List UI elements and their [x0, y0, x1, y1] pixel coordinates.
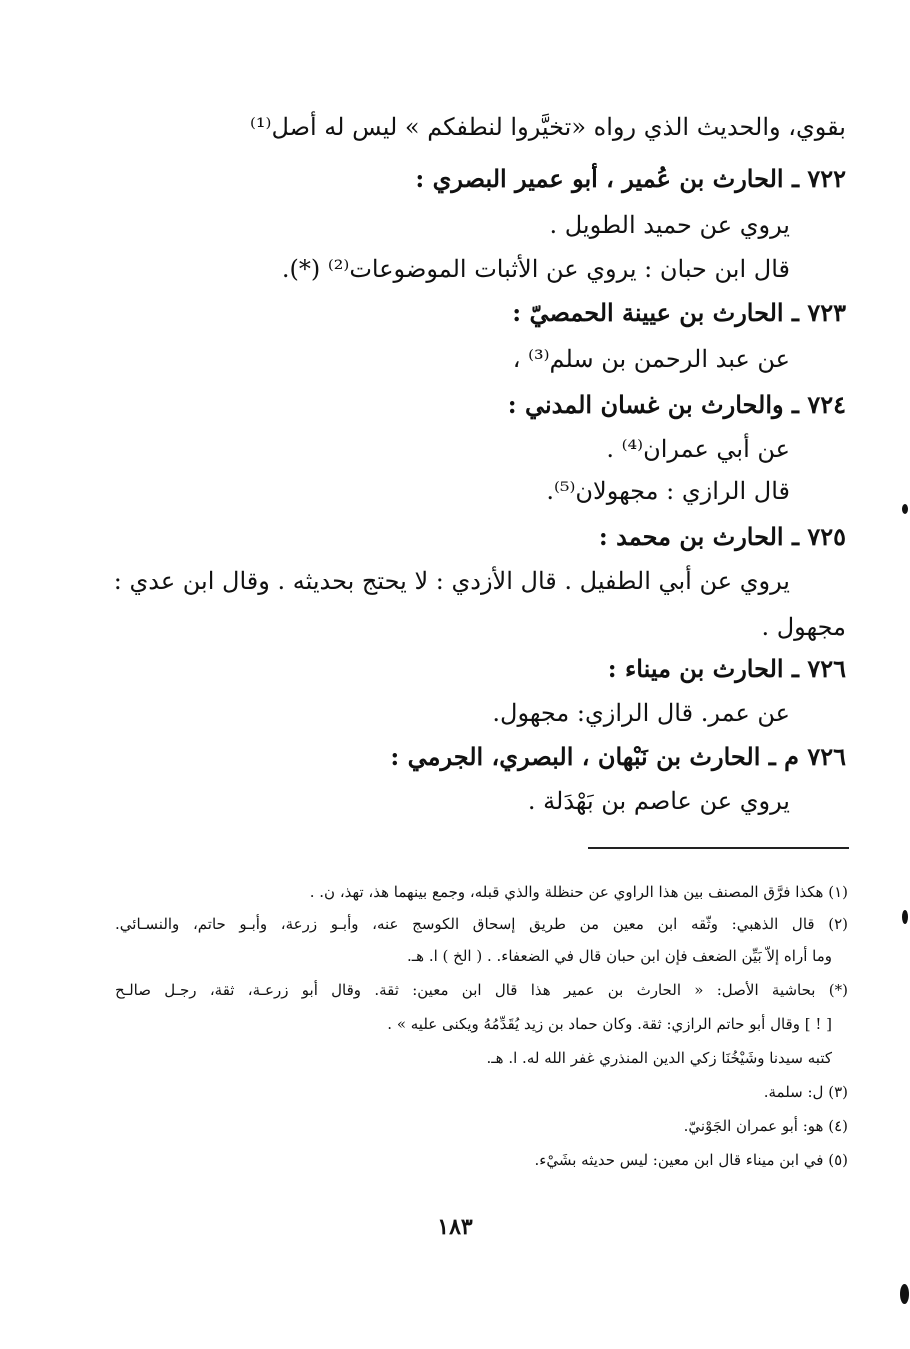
body-line: قال ابن حبان : يروي عن الأثبات الموضوعات⁽²⁾ (*).: [281, 255, 790, 283]
body-line: يروي عن أبي الطفيل . قال الأزدي : لا يحتج بحديثه . وقال ابن عدي :: [113, 567, 790, 595]
scan-edge-mark: [900, 1284, 909, 1304]
body-line: مجهول .: [761, 613, 846, 641]
footnote-asterisk-continuation: كتبه سيدنا وشَيْخُنَا زكي الدين المنذري غفر الله له. ا. هـ.: [486, 1049, 832, 1067]
entry-726m-heading: ٧٢٦ م ـ الحارث بن نَبْهان ، البصري، الجرمي :: [390, 742, 846, 771]
body-line: عن عمر. قال الرازي: مجهول.: [492, 699, 790, 727]
body-line: يروي عن حميد الطويل .: [549, 211, 790, 239]
entry-722-heading: ٧٢٢ ـ الحارث بن عُمير ، أبو عمير البصري :: [415, 164, 846, 193]
footnote-asterisk: (*) بحاشية الأصل: « الحارث بن عمير هذا قال ابن معين: ثقة. وقال أبو زرعـة، ثقة، رجـل صالـح: [115, 981, 848, 999]
footnote-2-continuation: وما أراه إلاّ بَيِّن الضعف فإن ابن حبان قال في الضعفاء. . ( الخ ) ا. هـ.: [406, 947, 832, 965]
body-line-continuation: بقوي، والحديث الذي رواه «تخيَّروا لنطفكم » ليس له أصل⁽¹⁾: [250, 113, 846, 141]
entry-723-heading: ٧٢٣ ـ الحارث بن عيينة الحمصيّ :: [512, 298, 846, 327]
body-line: يروي عن عاصم بن بَهْدَلة .: [527, 787, 790, 815]
scan-edge-mark: [902, 504, 908, 514]
footnote-separator: [588, 847, 849, 849]
body-line: عن أبي عمران⁽⁴⁾ .: [606, 435, 790, 463]
entry-725-heading: ٧٢٥ ـ الحارث بن محمد :: [598, 522, 846, 551]
body-line: قال الرازي : مجهولان⁽⁵⁾.: [546, 477, 790, 505]
scan-edge-mark: [902, 910, 908, 924]
entry-724-heading: ٧٢٤ ـ والحارث بن غسان المدني :: [507, 390, 846, 419]
entry-726-heading: ٧٢٦ ـ الحارث بن ميناء :: [607, 654, 846, 683]
footnote-2: (٢) قال الذهبي: وثّقه ابن معين من طريق إسحاق الكوسج عنه، وأبـو زرعة، وأبـو حاتم، والنسـائي.: [115, 915, 848, 933]
footnote-3: (٣) ل: سلمة.: [763, 1083, 848, 1101]
footnote-4: (٤) هو: أبو عمران الجَوْنيّ.: [683, 1117, 848, 1135]
footnote-5: (٥) في ابن ميناء قال ابن معين: ليس حديثه بشَيْء.: [534, 1151, 848, 1169]
footnote-asterisk-continuation: [ ! ] وقال أبو حاتم الرازي: ثقة. وكان حماد بن زيد يُقَدِّمُهُ ويكنى عليه » .: [387, 1015, 832, 1033]
body-line: عن عبد الرحمن بن سلم⁽³⁾ ،: [512, 345, 790, 373]
footnote-1: (١) هكذا فرَّق المصنف بين هذا الراوي عن حنظلة والذي قبله، وجمع بينهما هذ، تهذ، ن. .: [309, 883, 848, 901]
page-number: ١٨٣: [437, 1214, 473, 1240]
